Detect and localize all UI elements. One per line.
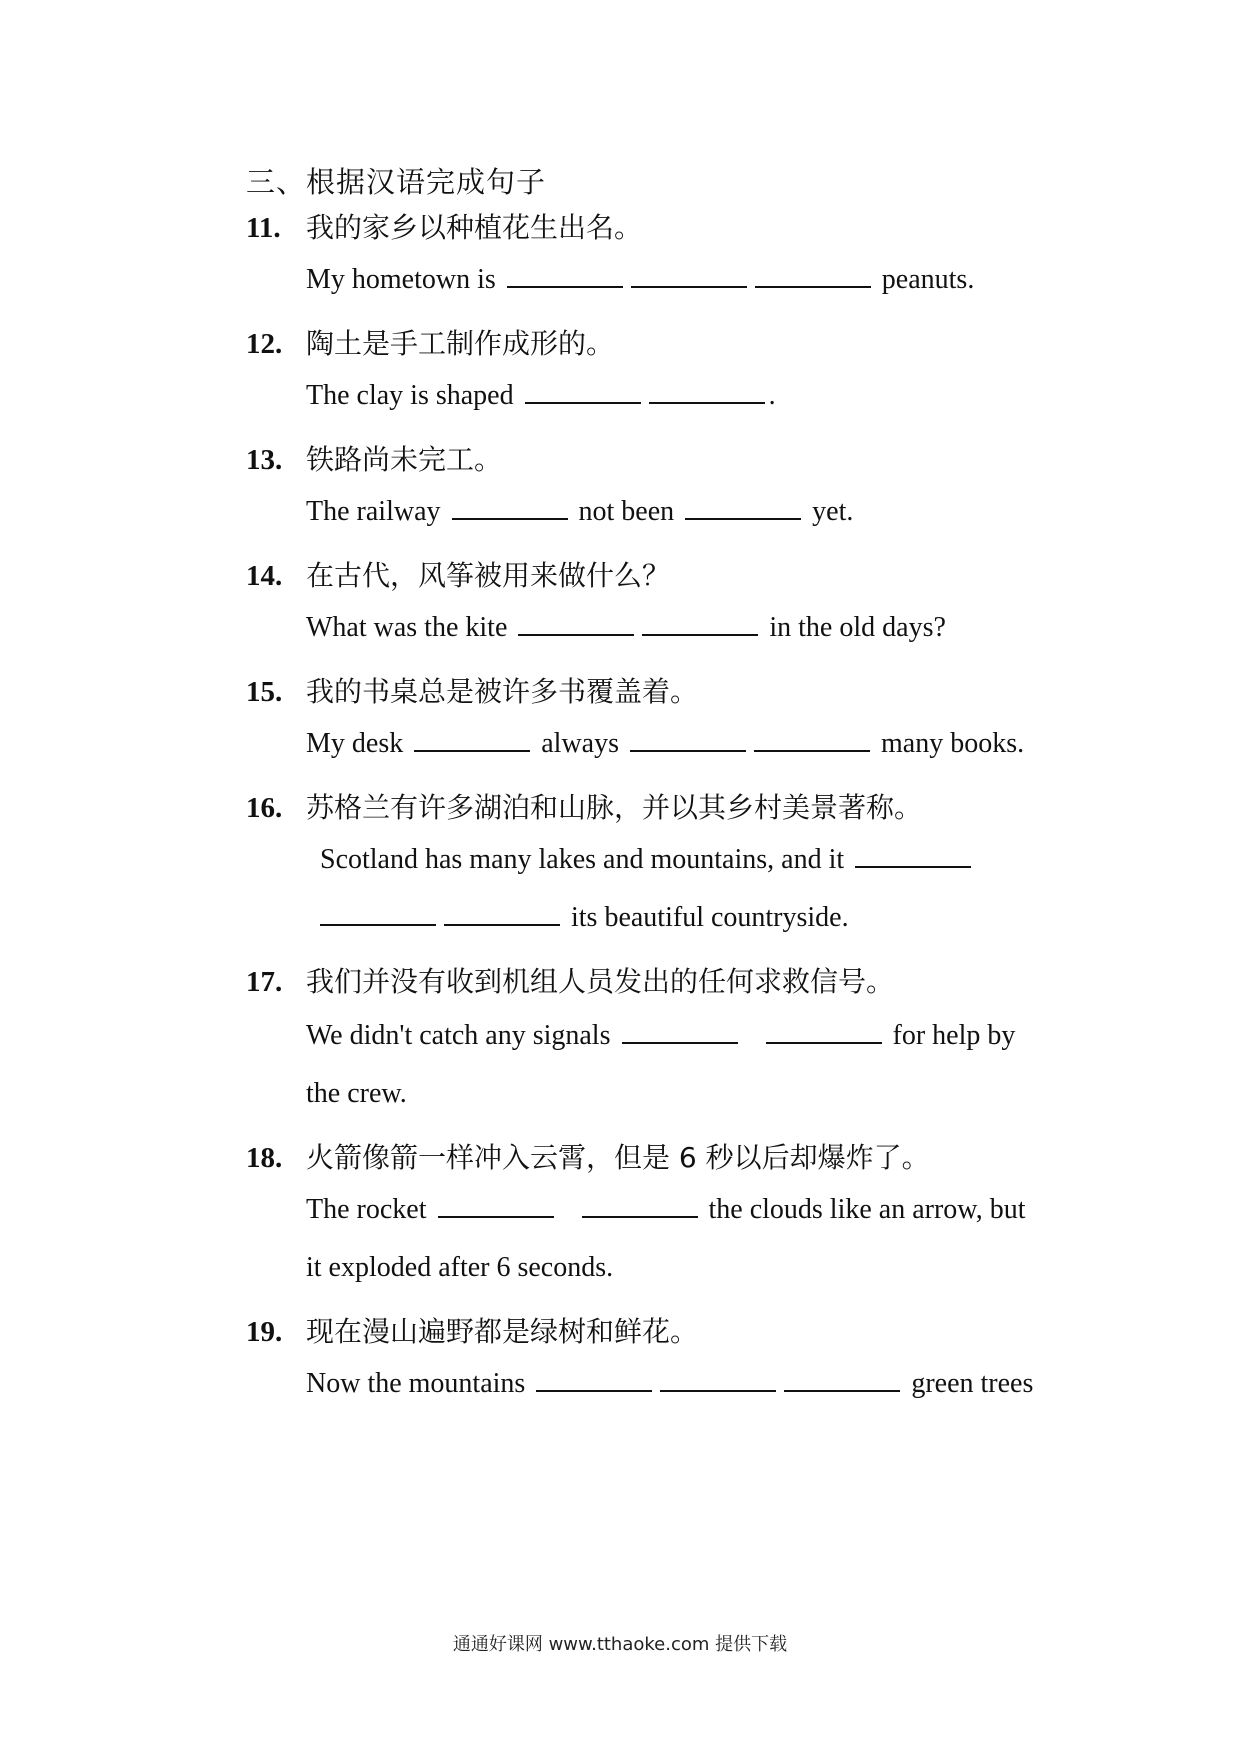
sentence-part: in the old days? — [769, 612, 946, 643]
question-14-chinese — [246, 554, 670, 594]
answer-blank[interactable] — [766, 1020, 882, 1044]
question-11-chinese — [246, 206, 642, 246]
question-number: 14. — [246, 560, 283, 592]
question-text: 我们并没有收到机组人员发出的任何求救信号。 — [306, 965, 895, 998]
question-13-english — [306, 496, 853, 528]
sentence-part: many books. — [881, 728, 1025, 759]
answer-blank[interactable] — [438, 1194, 554, 1218]
question-17-english-line-1 — [306, 1020, 1015, 1052]
question-text: 火箭像箭一样冲入云霄，但是 6 秒以后却爆炸了。 — [306, 1141, 930, 1174]
sentence-part: its beautiful countryside. — [571, 902, 849, 933]
sentence-part: The railway — [306, 496, 441, 527]
question-16-english-line-2 — [320, 902, 849, 934]
answer-blank[interactable] — [622, 1020, 738, 1044]
question-15-english — [306, 728, 1024, 760]
sentence-part: The clay is shaped — [306, 380, 514, 411]
question-number: 17. — [246, 966, 283, 998]
answer-blank[interactable] — [525, 380, 641, 404]
sentence-part: . — [768, 380, 776, 411]
answer-blank[interactable] — [642, 612, 758, 636]
answer-blank[interactable] — [660, 1368, 776, 1392]
answer-blank[interactable] — [444, 902, 560, 926]
answer-blank[interactable] — [631, 264, 747, 288]
answer-blank[interactable] — [630, 728, 746, 752]
sentence-part: not been — [578, 496, 675, 527]
question-16-english-line-1 — [320, 844, 975, 876]
question-number: 13. — [246, 444, 283, 476]
answer-blank[interactable] — [784, 1368, 900, 1392]
sentence-part: Scotland has many lakes and mountains, and it — [320, 844, 845, 875]
sentence-part: for help by — [892, 1020, 1016, 1051]
question-text: 在古代，风筝被用来做什么？ — [306, 559, 671, 592]
question-number: 11. — [246, 212, 281, 244]
sentence-part: yet. — [812, 496, 854, 527]
answer-blank[interactable] — [685, 496, 801, 520]
sentence-part: green trees — [911, 1368, 1034, 1399]
answer-blank[interactable] — [649, 380, 765, 404]
question-18-chinese — [246, 1136, 930, 1176]
question-text: 铁路尚未完工。 — [306, 443, 503, 476]
question-text: 我的家乡以种植花生出名。 — [306, 211, 643, 244]
question-17-english-line-2 — [306, 1078, 407, 1110]
question-15-chinese — [246, 670, 698, 710]
answer-blank[interactable] — [507, 264, 623, 288]
answer-blank[interactable] — [320, 902, 436, 926]
question-12-chinese — [246, 322, 614, 362]
answer-blank[interactable] — [536, 1368, 652, 1392]
question-19-chinese — [246, 1310, 698, 1350]
answer-blank[interactable] — [518, 612, 634, 636]
question-17-chinese — [246, 960, 894, 1000]
section-title: 三、根据汉语完成句子 — [246, 165, 547, 199]
question-18-english-line-2 — [306, 1252, 613, 1284]
question-number: 15. — [246, 676, 283, 708]
question-12-english — [306, 380, 776, 412]
answer-blank[interactable] — [855, 844, 971, 868]
sentence-part: it exploded after 6 seconds. — [306, 1252, 614, 1283]
sentence-part: My desk — [306, 728, 404, 759]
sentence-part: the clouds like an arrow, but — [708, 1194, 1026, 1225]
sentence-part: My hometown is — [306, 264, 496, 295]
sentence-part: What was the kite — [306, 612, 508, 643]
question-11-english — [306, 264, 974, 296]
question-text: 现在漫山遍野都是绿树和鲜花。 — [306, 1315, 699, 1348]
question-19-english — [306, 1368, 1033, 1400]
sentence-part: The rocket — [306, 1194, 427, 1225]
question-text: 我的书桌总是被许多书覆盖着。 — [306, 675, 699, 708]
question-text: 陶土是手工制作成形的。 — [306, 327, 615, 360]
footer-watermark: 通通好课网 www.tthaoke.com 提供下载 — [452, 1634, 788, 1655]
answer-blank[interactable] — [414, 728, 530, 752]
question-number: 18. — [246, 1142, 283, 1174]
question-16-chinese — [246, 786, 922, 826]
question-13-chinese — [246, 438, 502, 478]
sentence-part: the crew. — [306, 1078, 407, 1109]
sentence-part: always — [541, 728, 619, 759]
sentence-part: Now the mountains — [306, 1368, 526, 1399]
question-number: 19. — [246, 1316, 283, 1348]
answer-blank[interactable] — [754, 728, 870, 752]
sentence-part: We didn't catch any signals — [306, 1020, 611, 1051]
question-14-english — [306, 612, 946, 644]
question-number: 16. — [246, 792, 283, 824]
question-18-english-line-1 — [306, 1194, 1025, 1226]
answer-blank[interactable] — [582, 1194, 698, 1218]
question-number: 12. — [246, 328, 283, 360]
sentence-part: peanuts. — [881, 264, 975, 295]
answer-blank[interactable] — [452, 496, 568, 520]
question-text: 苏格兰有许多湖泊和山脉，并以其乡村美景著称。 — [306, 791, 923, 824]
answer-blank[interactable] — [755, 264, 871, 288]
